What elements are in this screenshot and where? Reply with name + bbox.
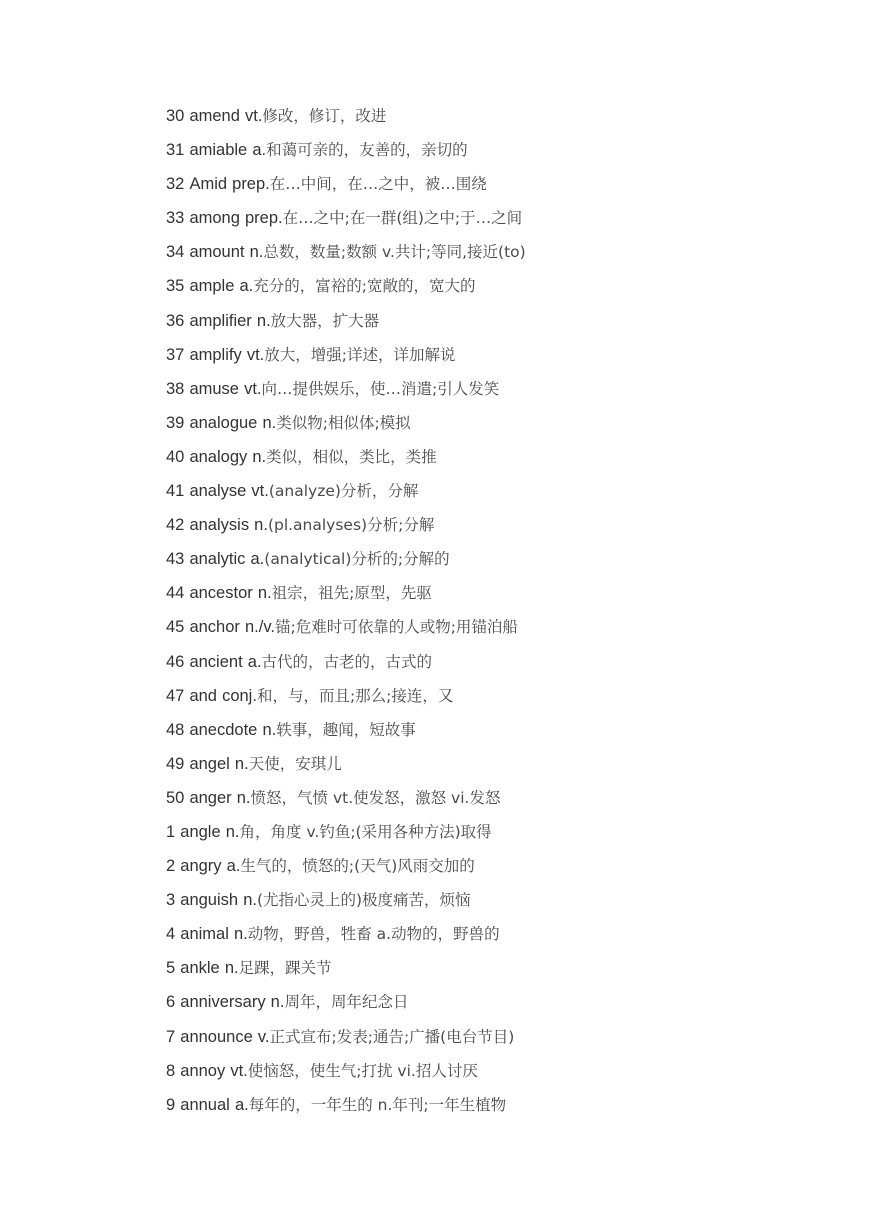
entry-number: 45 — [166, 618, 185, 637]
entry-definition: 古代的，古老的，古式的 — [261, 652, 433, 671]
vocab-entry — [166, 751, 526, 785]
entry-part-of-speech: a. — [252, 141, 267, 160]
vocab-entry — [166, 1024, 526, 1058]
vocab-entry — [166, 103, 526, 137]
entry-number: 40 — [166, 447, 185, 466]
entry-number: 49 — [166, 754, 185, 773]
entry-number: 9 — [166, 1095, 176, 1114]
entry-part-of-speech: n. — [256, 311, 271, 330]
entry-definition: 在…之中;在一群(组)之中;于…之间 — [282, 209, 523, 228]
vocab-entry — [166, 887, 526, 921]
entry-definition: 锚;危难时可依靠的人或物;用锚泊船 — [274, 618, 518, 637]
entry-number: 44 — [166, 584, 185, 603]
vocab-entry — [166, 546, 526, 580]
entry-part-of-speech: n. — [257, 584, 272, 603]
vocab-entry — [166, 683, 526, 717]
entry-word: among — [189, 209, 240, 228]
entry-definition: 使恼怒，使生气;打扰 vi.招人讨厌 — [247, 1061, 478, 1080]
entry-number: 34 — [166, 243, 185, 262]
entry-definition: 类似物;相似体;模拟 — [276, 413, 411, 432]
entry-number: 33 — [166, 209, 185, 228]
entry-number: 2 — [166, 857, 176, 876]
vocab-entry — [166, 819, 526, 853]
entry-word: amplify — [189, 345, 242, 364]
entry-definition: 放大器，扩大器 — [270, 311, 380, 330]
vocab-entry — [166, 853, 526, 887]
entry-part-of-speech: n./v. — [245, 618, 275, 637]
entry-definition: 向…提供娱乐，使…消遣;引人发笑 — [261, 379, 500, 398]
entry-part-of-speech: n. — [249, 243, 264, 262]
entry-part-of-speech: n. — [262, 720, 277, 739]
vocab-entry — [166, 273, 526, 307]
entry-number: 6 — [166, 993, 176, 1012]
vocab-entry — [166, 614, 526, 648]
vocab-entry — [166, 478, 526, 512]
entry-number: 30 — [166, 107, 185, 125]
entry-definition: 足踝，踝关节 — [238, 959, 332, 978]
entry-word: ample — [189, 277, 235, 296]
entry-part-of-speech: conj. — [222, 686, 257, 705]
entry-part-of-speech: n. — [270, 993, 285, 1012]
entry-part-of-speech: vt. — [246, 345, 265, 364]
entry-part-of-speech: n. — [262, 413, 277, 432]
entry-word: Amid — [189, 175, 228, 194]
entry-definition: 轶事，趣闻，短故事 — [276, 720, 416, 739]
entry-definition: 放大，增强;详述，详加解说 — [264, 345, 456, 364]
entry-word: animal — [180, 925, 229, 944]
entry-definition: (analyze)分析，分解 — [268, 482, 419, 501]
entry-part-of-speech: prep. — [232, 175, 270, 194]
entry-number: 7 — [166, 1027, 176, 1046]
entry-definition: 愤怒，气愤 vt.使发怒，激怒 vi.发怒 — [250, 788, 501, 807]
entry-definition: 生气的，愤怒的;(天气)风雨交加的 — [240, 857, 475, 876]
entry-word: ankle — [180, 959, 220, 978]
entry-definition: (pl.analyses)分析;分解 — [267, 516, 435, 535]
vocab-entry — [166, 955, 526, 989]
entry-word: amplifier — [189, 311, 252, 330]
entry-definition: 每年的，一年生的 n.年刊;一年生植物 — [248, 1095, 507, 1114]
vocab-entry — [166, 1058, 526, 1092]
entry-definition: 和蔼可亲的，友善的，亲切的 — [266, 141, 468, 160]
entry-number: 46 — [166, 652, 185, 671]
vocab-entry — [166, 580, 526, 614]
entry-word: amuse — [189, 379, 239, 398]
entry-number: 42 — [166, 516, 185, 535]
vocab-entry — [166, 342, 526, 376]
entry-part-of-speech: n. — [224, 959, 239, 978]
entry-definition: 天使，安琪儿 — [248, 754, 342, 773]
entry-part-of-speech: a. — [250, 550, 265, 569]
vocabulary-list — [166, 103, 526, 1126]
entry-definition: 周年，周年纪念日 — [284, 993, 409, 1012]
entry-word: ancient — [189, 652, 243, 671]
entry-number: 43 — [166, 550, 185, 569]
entry-word: amiable — [189, 141, 248, 160]
vocab-entry — [166, 444, 526, 478]
entry-number: 48 — [166, 720, 185, 739]
entry-definition: 祖宗，祖先;原型，先驱 — [271, 584, 432, 603]
entry-word: ancestor — [189, 584, 253, 603]
entry-word: and — [189, 686, 217, 705]
entry-word: annoy — [180, 1061, 226, 1080]
vocab-entry — [166, 137, 526, 171]
vocab-entry — [166, 649, 526, 683]
entry-word: angry — [180, 857, 222, 876]
vocab-entry — [166, 717, 526, 751]
entry-word: angle — [180, 822, 221, 841]
entry-definition: 动物，野兽，牲畜 a.动物的，野兽的 — [247, 925, 500, 944]
entry-part-of-speech: vt. — [230, 1061, 248, 1080]
entry-word: announce — [180, 1027, 253, 1046]
entry-number: 8 — [166, 1061, 176, 1080]
entry-word: anniversary — [180, 993, 266, 1012]
entry-definition: 总数，数量;数额 v.共计;等同,接近(to) — [263, 243, 526, 262]
entry-part-of-speech: n. — [243, 891, 257, 910]
entry-definition: 正式宣布;发表;通告;广播(电台节目) — [269, 1027, 515, 1046]
entry-part-of-speech: a. — [239, 277, 254, 296]
entry-number: 3 — [166, 891, 176, 910]
entry-number: 4 — [166, 925, 176, 944]
entry-number: 36 — [166, 311, 185, 330]
entry-word: annual — [180, 1095, 230, 1114]
entry-word: analogue — [189, 413, 258, 432]
entry-definition: (尤指心灵上的)极度痛苦，烦恼 — [256, 891, 471, 910]
entry-number: 41 — [166, 482, 185, 501]
vocab-entry — [166, 308, 526, 342]
entry-number: 31 — [166, 141, 185, 160]
vocab-entry — [166, 205, 526, 239]
entry-number: 39 — [166, 413, 185, 432]
entry-number: 38 — [166, 379, 185, 398]
vocab-entry — [166, 376, 526, 410]
entry-word: amount — [189, 243, 245, 262]
entry-part-of-speech: a. — [247, 652, 262, 671]
entry-word: analyse — [189, 482, 247, 501]
entry-part-of-speech: n. — [254, 516, 268, 535]
entry-part-of-speech: n. — [252, 447, 267, 466]
entry-part-of-speech: n. — [234, 754, 249, 773]
entry-part-of-speech: vt. — [245, 107, 263, 125]
entry-word: anger — [189, 788, 232, 807]
entry-word: anchor — [189, 618, 240, 637]
entry-number: 32 — [166, 175, 185, 194]
entry-definition: 充分的，富裕的;宽敞的，宽大的 — [253, 277, 476, 296]
entry-part-of-speech: n. — [233, 925, 248, 944]
vocab-entry — [166, 785, 526, 819]
vocab-entry — [166, 239, 526, 273]
entry-definition: 类似，相似，类比，类推 — [266, 447, 437, 466]
entry-part-of-speech: prep. — [245, 209, 283, 228]
entry-part-of-speech: v. — [257, 1027, 270, 1046]
entry-word: analogy — [189, 447, 248, 466]
entry-number: 35 — [166, 277, 185, 296]
entry-part-of-speech: n. — [225, 822, 240, 841]
entry-part-of-speech: vt. — [251, 482, 269, 501]
vocab-entry — [166, 512, 526, 546]
entry-definition: 角，角度 v.钓鱼;(采用各种方法)取得 — [239, 822, 492, 841]
entry-word: analysis — [189, 516, 250, 535]
vocab-entry — [166, 989, 526, 1023]
entry-definition: 修改，修订，改进 — [262, 107, 387, 125]
entry-number: 37 — [166, 345, 185, 364]
entry-number: 5 — [166, 959, 176, 978]
entry-word: anguish — [180, 891, 239, 910]
entry-number: 1 — [166, 822, 176, 841]
entry-word: analytic — [189, 550, 246, 569]
vocab-entry — [166, 410, 526, 444]
vocab-entry — [166, 171, 526, 205]
entry-word: angel — [189, 754, 230, 773]
entry-part-of-speech: a. — [226, 857, 241, 876]
entry-word: anecdote — [189, 720, 258, 739]
entry-number: 47 — [166, 686, 185, 705]
entry-definition: 在…中间，在…之中，被…围绕 — [269, 175, 487, 194]
entry-word: amend — [189, 107, 240, 125]
entry-part-of-speech: n. — [236, 788, 251, 807]
vocab-entry — [166, 921, 526, 955]
entry-definition: 和，与，而且;那么;接连，又 — [256, 686, 454, 705]
vocab-entry — [166, 1092, 526, 1126]
entry-number: 50 — [166, 788, 185, 807]
entry-definition: (analytical)分析的;分解的 — [264, 550, 450, 569]
entry-part-of-speech: a. — [234, 1095, 249, 1114]
entry-part-of-speech: vt. — [244, 379, 262, 398]
